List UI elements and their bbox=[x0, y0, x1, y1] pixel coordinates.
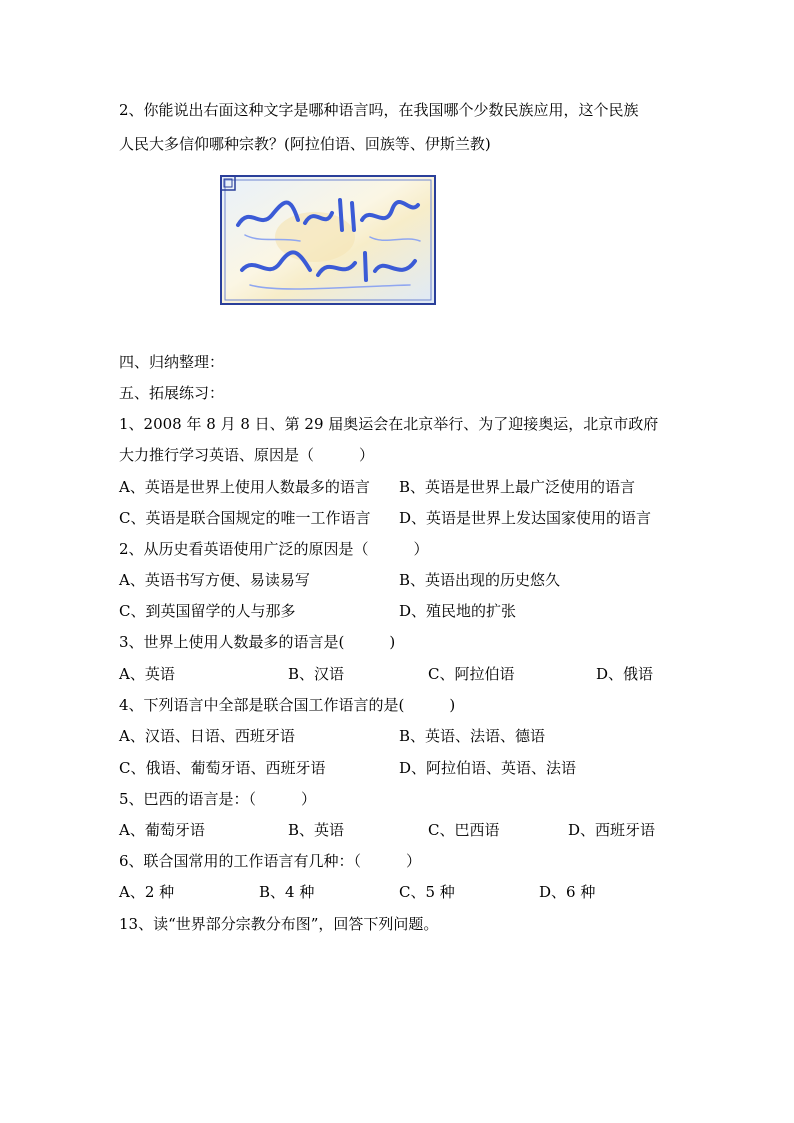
question-4-option-b: B、英语、法语、德语 bbox=[399, 727, 546, 745]
question-3-option-a: A、英语 bbox=[119, 665, 175, 683]
question-6-option-c: C、5 种 bbox=[399, 883, 455, 901]
question-5-option-c: C、巴西语 bbox=[428, 821, 500, 839]
question-6-option-b: B、4 种 bbox=[259, 883, 315, 901]
question-3-option-d: D、俄语 bbox=[596, 665, 654, 683]
arabic-calligraphy-image bbox=[220, 175, 436, 305]
question-2-option-d: D、殖民地的扩张 bbox=[399, 602, 517, 620]
question-5-option-b: B、英语 bbox=[288, 821, 345, 839]
question-intro-line-1: 2、你能说出右面这种文字是哪种语言吗，在我国哪个少数民族应用，这个民族 bbox=[119, 101, 639, 119]
question-1-line-2: 大力推行学习英语、原因是（ ） bbox=[119, 446, 375, 464]
question-1-option-a: A、英语是世界上使用人数最多的语言 bbox=[119, 478, 370, 496]
question-6-line-1: 6、联合国常用的工作语言有几种：（ ） bbox=[119, 852, 422, 870]
question-5-line-1: 5、巴西的语言是：（ ） bbox=[119, 790, 317, 808]
question-1-option-d: D、英语是世界上发达国家使用的语言 bbox=[399, 509, 652, 527]
question-1-line-1: 1、2008 年 8 月 8 日、第 29 届奥运会在北京举行、为了迎接奥运，北京市政府 bbox=[119, 415, 659, 433]
question-5-option-a: A、葡萄牙语 bbox=[119, 821, 205, 839]
question-4-option-c: C、俄语、葡萄牙语、西班牙语 bbox=[119, 759, 326, 777]
question-3-line-1: 3、世界上使用人数最多的语言是( ) bbox=[119, 633, 396, 651]
question-1-option-b: B、英语是世界上最广泛使用的语言 bbox=[399, 478, 636, 496]
question-5-option-d: D、西班牙语 bbox=[568, 821, 656, 839]
question-2-option-b: B、英语出现的历史悠久 bbox=[399, 571, 561, 589]
question-3-option-c: C、阿拉伯语 bbox=[428, 665, 515, 683]
question-13-line-1: 13、读“世界部分宗教分布图”，回答下列问题。 bbox=[119, 915, 439, 933]
question-2-line-1: 2、从历史看英语使用广泛的原因是（ ） bbox=[119, 540, 429, 558]
question-4-line-1: 4、下列语言中全部是联合国工作语言的是( ) bbox=[119, 696, 456, 714]
question-2-option-a: A、英语书写方便、易读易写 bbox=[119, 571, 310, 589]
question-2-option-c: C、到英国留学的人与那多 bbox=[119, 602, 296, 620]
question-4-option-a: A、汉语、日语、西班牙语 bbox=[119, 727, 295, 745]
question-intro-line-2: 人民大多信仰哪种宗教？(阿拉伯语、回族等、伊斯兰教) bbox=[119, 135, 491, 153]
question-1-option-c: C、英语是联合国规定的唯一工作语言 bbox=[119, 509, 371, 527]
section-5-heading: 五、拓展练习： bbox=[119, 384, 225, 402]
question-3-option-b: B、汉语 bbox=[288, 665, 345, 683]
question-4-option-d: D、阿拉伯语、英语、法语 bbox=[399, 759, 577, 777]
question-6-option-a: A、2 种 bbox=[119, 883, 175, 901]
question-6-option-d: D、6 种 bbox=[539, 883, 596, 901]
section-4-heading: 四、归纳整理： bbox=[119, 353, 225, 371]
